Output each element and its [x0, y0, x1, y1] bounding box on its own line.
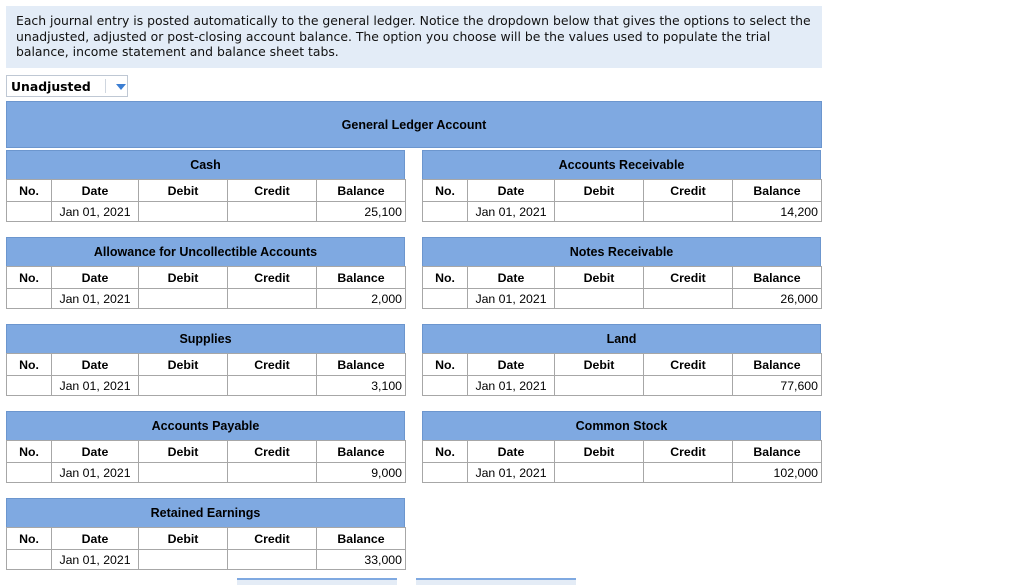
header-row: [7, 528, 406, 550]
date-cell: Jan 01, 2021: [52, 376, 139, 396]
no-cell: [7, 289, 52, 309]
ledger-table: [422, 266, 822, 309]
ledger-account-notes-receivable: [422, 237, 821, 311]
credit-cell: [228, 376, 317, 396]
balance-cell: 77,600: [733, 376, 822, 396]
no-header: No.: [7, 441, 52, 463]
date-header: Date: [52, 528, 139, 550]
date-header: Date: [52, 267, 139, 289]
balance-cell: 25,100: [317, 202, 406, 222]
balance-cell: 9,000: [317, 463, 406, 483]
debit-header: Debit: [139, 354, 228, 376]
date-header: Date: [52, 441, 139, 463]
ledger-account-cash: [6, 150, 405, 224]
credit-cell: [228, 202, 317, 222]
credit-header: Credit: [228, 528, 317, 550]
no-cell: [7, 376, 52, 396]
no-header: No.: [423, 354, 468, 376]
ledger-account-supplies: [6, 324, 405, 398]
no-header: No.: [7, 267, 52, 289]
balance-cell: 26,000: [733, 289, 822, 309]
debit-header: Debit: [555, 354, 644, 376]
general-ledger-header: [6, 101, 822, 148]
credit-cell: [644, 463, 733, 483]
credit-cell: [228, 550, 317, 570]
debit-header: Debit: [139, 267, 228, 289]
credit-header: Credit: [644, 180, 733, 202]
ledger-account-allowance: [6, 237, 405, 311]
balance-header: Balance: [733, 267, 822, 289]
header-row: [7, 354, 406, 376]
date-header: Date: [52, 354, 139, 376]
account-title: Supplies: [6, 324, 405, 354]
ledger-table: [422, 179, 822, 222]
table-row: [7, 202, 406, 222]
credit-cell: [228, 289, 317, 309]
ledger-table: [422, 353, 822, 396]
balance-cell: 14,200: [733, 202, 822, 222]
account-title: Allowance for Uncollectible Accounts: [6, 237, 405, 267]
date-cell: Jan 01, 2021: [468, 202, 555, 222]
credit-cell: [644, 289, 733, 309]
debit-cell: [555, 202, 644, 222]
credit-cell: [644, 202, 733, 222]
credit-header: Credit: [228, 441, 317, 463]
account-title: Cash: [6, 150, 405, 180]
ledger-table: [422, 440, 822, 483]
nav-tab-button-left[interactable]: [237, 578, 397, 585]
date-cell: Jan 01, 2021: [468, 463, 555, 483]
header-row: [7, 180, 406, 202]
header-row: [7, 441, 406, 463]
credit-header: Credit: [644, 441, 733, 463]
account-title: Retained Earnings: [6, 498, 405, 528]
chevron-down-icon[interactable]: [116, 84, 126, 90]
balance-cell: 3,100: [317, 376, 406, 396]
date-header: Date: [52, 180, 139, 202]
table-row: [423, 202, 822, 222]
debit-cell: [139, 376, 228, 396]
no-cell: [423, 202, 468, 222]
balance-header: Balance: [317, 528, 406, 550]
ledger-table: [6, 440, 406, 483]
balance-header: Balance: [733, 354, 822, 376]
no-cell: [7, 550, 52, 570]
balance-header: Balance: [317, 180, 406, 202]
credit-header: Credit: [644, 267, 733, 289]
general-ledger-title: General Ledger Account: [341, 117, 487, 132]
debit-cell: [555, 463, 644, 483]
ledger-account-land: [422, 324, 821, 398]
header-row: [423, 180, 822, 202]
balance-header: Balance: [733, 180, 822, 202]
table-row: [7, 463, 406, 483]
no-header: No.: [7, 180, 52, 202]
ledger-table: [6, 527, 406, 570]
ledger-table: [6, 179, 406, 222]
header-row: [7, 267, 406, 289]
balance-header: Balance: [317, 267, 406, 289]
date-header: Date: [468, 441, 555, 463]
balance-header: Balance: [733, 441, 822, 463]
debit-cell: [555, 289, 644, 309]
account-title: Accounts Payable: [6, 411, 405, 441]
account-title: Common Stock: [422, 411, 821, 441]
ledger-table: [6, 266, 406, 309]
date-cell: Jan 01, 2021: [52, 463, 139, 483]
account-title: Notes Receivable: [422, 237, 821, 267]
balance-type-dropdown[interactable]: [6, 75, 128, 97]
account-title: Land: [422, 324, 821, 354]
balance-cell: 33,000: [317, 550, 406, 570]
date-cell: Jan 01, 2021: [52, 550, 139, 570]
header-row: [423, 441, 822, 463]
debit-cell: [139, 463, 228, 483]
date-header: Date: [468, 180, 555, 202]
ledger-account-accounts-payable: [6, 411, 405, 485]
header-row: [423, 354, 822, 376]
ledger-account-accounts-receivable: [422, 150, 821, 224]
debit-cell: [139, 550, 228, 570]
credit-cell: [228, 463, 317, 483]
date-header: Date: [468, 267, 555, 289]
date-cell: Jan 01, 2021: [52, 289, 139, 309]
credit-cell: [644, 376, 733, 396]
credit-header: Credit: [644, 354, 733, 376]
credit-header: Credit: [228, 180, 317, 202]
dropdown-divider: [105, 79, 106, 93]
instructions-text: Each journal entry is posted automatically to the general ledger. Notice the dropdown below that gives the options to select the unadjusted, adjusted or post-closing account balance. The option you choose will be the values used to populate the trial balance, income statement and balance sheet tabs.: [6, 6, 822, 68]
debit-header: Debit: [139, 528, 228, 550]
balance-cell: 102,000: [733, 463, 822, 483]
no-cell: [7, 202, 52, 222]
no-cell: [7, 463, 52, 483]
date-cell: Jan 01, 2021: [468, 289, 555, 309]
debit-cell: [555, 376, 644, 396]
header-row: [423, 267, 822, 289]
no-header: No.: [423, 441, 468, 463]
table-row: [423, 376, 822, 396]
debit-header: Debit: [555, 441, 644, 463]
debit-cell: [139, 202, 228, 222]
no-header: No.: [423, 267, 468, 289]
date-cell: Jan 01, 2021: [52, 202, 139, 222]
date-cell: Jan 01, 2021: [468, 376, 555, 396]
dropdown-selected-value: Unadjusted: [11, 79, 91, 94]
credit-header: Credit: [228, 354, 317, 376]
nav-tab-button-right[interactable]: [416, 578, 576, 585]
balance-header: Balance: [317, 354, 406, 376]
ledger-account-common-stock: [422, 411, 821, 485]
debit-header: Debit: [555, 267, 644, 289]
table-row: [423, 463, 822, 483]
table-row: [7, 550, 406, 570]
debit-header: Debit: [139, 180, 228, 202]
account-title: Accounts Receivable: [422, 150, 821, 180]
ledger-account-retained-earnings: [6, 498, 405, 572]
no-cell: [423, 289, 468, 309]
debit-header: Debit: [139, 441, 228, 463]
debit-cell: [139, 289, 228, 309]
ledger-table: [6, 353, 406, 396]
no-cell: [423, 376, 468, 396]
no-cell: [423, 463, 468, 483]
table-row: [7, 289, 406, 309]
no-header: No.: [7, 354, 52, 376]
debit-header: Debit: [555, 180, 644, 202]
no-header: No.: [7, 528, 52, 550]
balance-header: Balance: [317, 441, 406, 463]
table-row: [423, 289, 822, 309]
table-row: [7, 376, 406, 396]
no-header: No.: [423, 180, 468, 202]
credit-header: Credit: [228, 267, 317, 289]
date-header: Date: [468, 354, 555, 376]
balance-cell: 2,000: [317, 289, 406, 309]
